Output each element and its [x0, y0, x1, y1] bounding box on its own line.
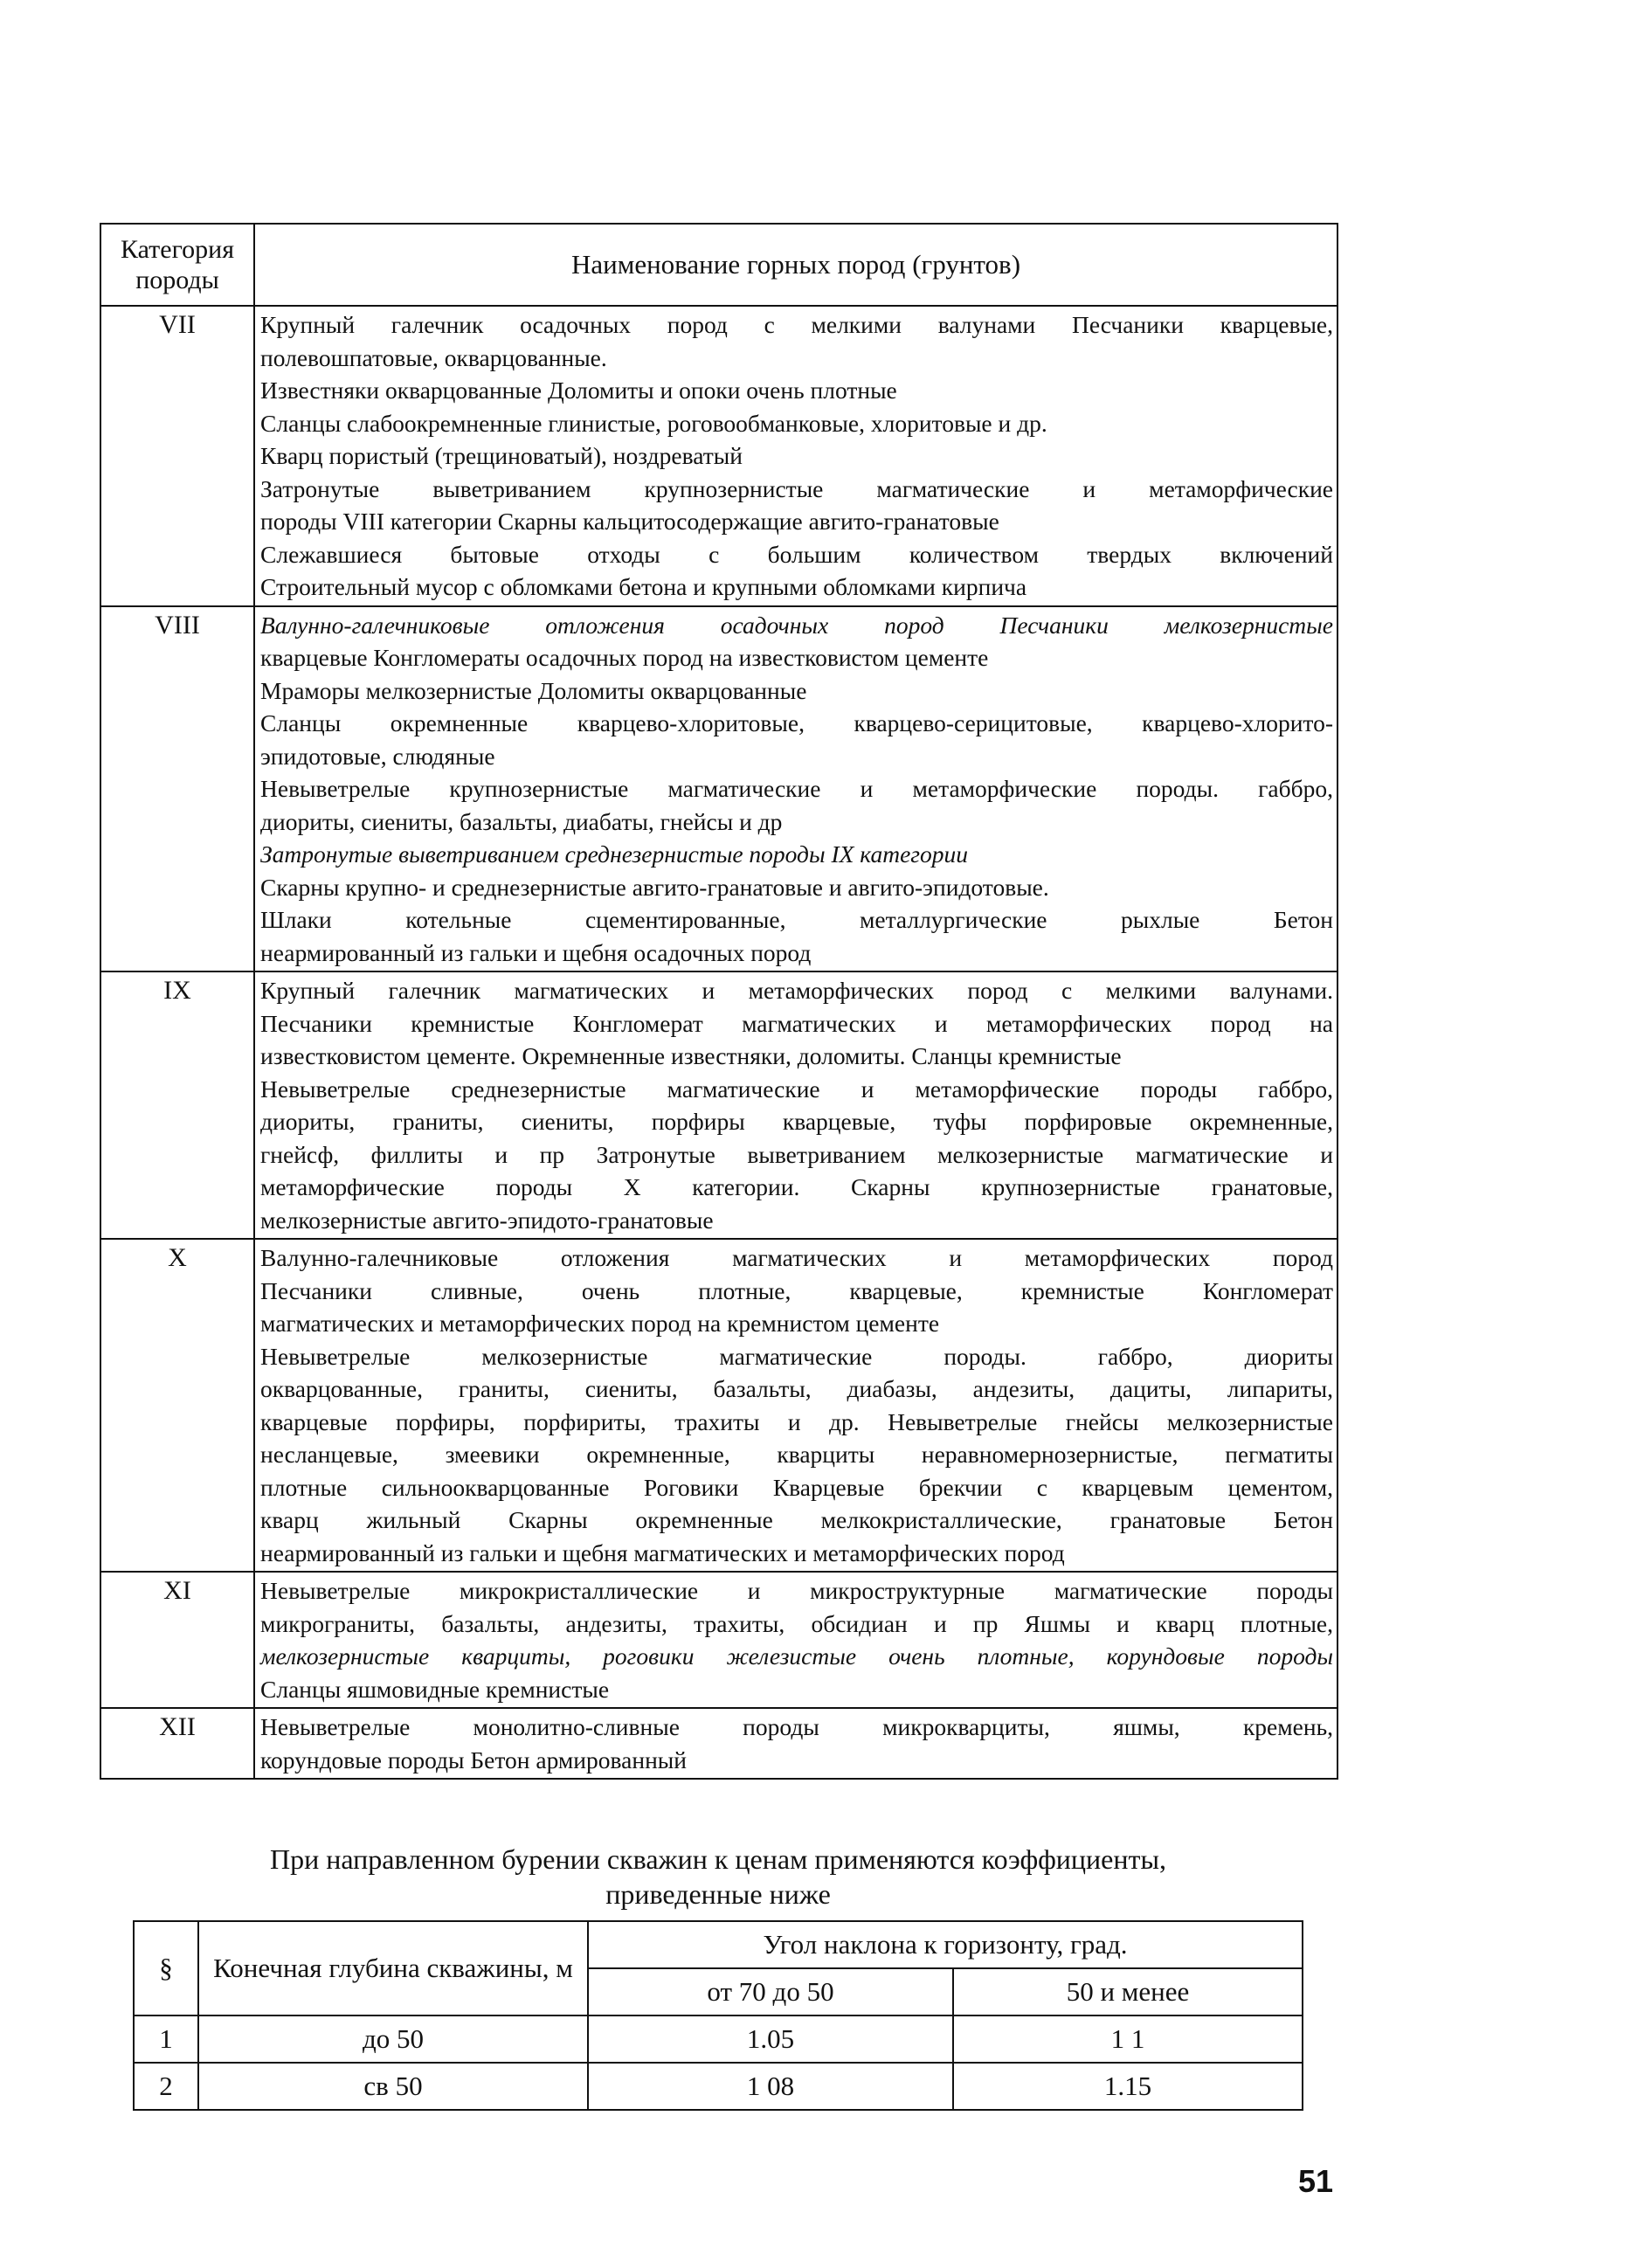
table-row: [100, 971, 1337, 1239]
table-row: [134, 2063, 1303, 2110]
rock-description-line: Песчаники сливные, очень плотные, кварцевые, кремнистые Конгломерат: [260, 1276, 1333, 1304]
rock-description: [254, 1572, 1337, 1708]
coef-header-num: §: [134, 1921, 198, 2015]
rock-description-line: Шлаки котельные сцементированные, металлургические рыхлые Бетон: [260, 906, 1333, 933]
rock-description-line: Песчаники кремнистые Конгломерат магматических и метаморфических пород на: [260, 1009, 1333, 1037]
table-row: [100, 306, 1337, 606]
rock-description: [254, 306, 1337, 606]
rock-description-line: кварцевые порфиры, порфириты, трахиты и др. Невыветрелые гнейсы мелкозернистые: [260, 1407, 1333, 1435]
rock-description-line: магматических и метаморфических пород на кремнистом цементе: [260, 1310, 940, 1337]
rock-description-line: метаморфические породы X категории. Скарны крупнозернистые гранатовые,: [260, 1173, 1333, 1200]
coef-num: 2: [134, 2063, 198, 2110]
rock-description-line: Невыветрелые микрокристаллические и микроструктурные магматические породы: [260, 1577, 1333, 1604]
coef-header-angle-a: от 70 до 50: [588, 1968, 953, 2015]
coef-value-a: 1 08: [588, 2063, 953, 2110]
rock-description-line: Невыветрелые среднезернистые магматические и метаморфические породы габбро,: [260, 1075, 1333, 1103]
rock-description-line: мелкозернистые кварциты, роговики железистые очень плотные, корундовые породы: [260, 1642, 1333, 1670]
rock-description-line: Сланцы окремненные кварцево-хлоритовые, кварцево-серицитовые, кварцево-хлорито-: [260, 709, 1333, 736]
page-number: 51: [1298, 2163, 1334, 2199]
rock-description-line: несланцевые, змеевики окремненные, кварциты неравномернозернистые, пегматиты: [260, 1441, 1333, 1468]
header-rock-name: Наименование горных пород (грунтов): [254, 224, 1337, 306]
coef-header-angle-b: 50 и менее: [953, 1968, 1303, 2015]
rock-category-table: [100, 223, 1338, 1780]
coef-value-b: 1.15: [953, 2063, 1303, 2110]
rock-description-line: Крупный галечник осадочных пород с мелкими валунами Песчаники кварцевые,: [260, 311, 1333, 338]
rock-description-line: окварцованные, граниты, сиениты, базальты, диабазы, андезиты, дациты, липариты,: [260, 1375, 1333, 1402]
rock-description-line: Скарны крупно- и среднезернистые авгито-гранатовые и авгито-эпидотовые.: [260, 873, 1049, 901]
rock-category: XII: [100, 1708, 254, 1779]
rock-category: IX: [100, 971, 254, 1239]
rock-description-line: диориты, граниты, сиениты, порфиры кварцевые, туфы порфировые окремненные,: [260, 1108, 1333, 1135]
rock-description-line: неармированный из гальки и щебня осадочных пород: [260, 938, 812, 966]
rock-description-line: Сланцы слабоокремненные глинистые, роговообманковые, хлоритовые и др.: [260, 409, 1047, 437]
rock-category: VIII: [100, 606, 254, 972]
rock-description: [254, 1708, 1337, 1779]
coef-depth: до 50: [198, 2015, 588, 2063]
rock-description-line: Валунно-галечниковые отложения магматических и метаморфических пород: [260, 1244, 1333, 1271]
coef-value-b: 1 1: [953, 2015, 1303, 2063]
rock-description-line: эпидотовые, слюдяные: [260, 742, 495, 770]
table-row: [100, 1708, 1337, 1779]
rock-description-line: Затронутые выветриванием среднезернистые породы IX категории: [260, 840, 969, 868]
rock-description-line: неармированный из гальки и щебня магматических и метаморфических пород: [260, 1538, 1065, 1566]
coef-value-a: 1.05: [588, 2015, 953, 2063]
rock-description-line: Кварц пористый (трещиноватый), ноздреватый: [260, 442, 743, 469]
rock-description: [254, 971, 1337, 1239]
rock-description-line: Крупный галечник магматических и метаморфических пород с мелкими валунами.: [260, 977, 1333, 1004]
rock-description-line: Известняки окварцованные Доломиты и опоки очень плотные: [260, 377, 897, 404]
table-header-row: [100, 224, 1337, 306]
rock-description-line: Мраморы мелкозернистые Доломиты окварцованные: [260, 676, 807, 704]
rock-description-line: Затронутые выветриванием крупнозернистые магматические и метаморфические: [260, 474, 1333, 502]
rock-category: VII: [100, 306, 254, 606]
rock-description-line: кварц жильный Скарны окремненные мелкокристаллические, гранатовые Бетон: [260, 1506, 1333, 1533]
coefficient-caption: [100, 1842, 1337, 1912]
caption-line: приведенные ниже: [605, 1878, 831, 1910]
header-category: Категория породы: [100, 224, 254, 306]
rock-description-line: корундовые породы Бетон армированный: [260, 1746, 687, 1773]
coef-num: 1: [134, 2015, 198, 2063]
rock-description-line: Сланцы яшмовидные кремнистые: [260, 1675, 610, 1703]
coef-header-depth: Конечная глубина скважины, м: [198, 1921, 588, 2015]
table-row: [100, 606, 1337, 972]
rock-description-line: полевошпатовые, окварцованные.: [260, 343, 607, 371]
rock-description: [254, 1239, 1337, 1572]
rock-description-line: мелкозернистые авгито-эпидото-гранатовые: [260, 1206, 714, 1234]
rock-description-line: породы VIII категории Скарны кальцитосодержащие авгито-гранатовые: [260, 508, 999, 535]
rock-description-line: гнейсф, филлиты и пр Затронутые выветриванием мелкозернистые магматические и: [260, 1140, 1333, 1168]
caption-line: При направленном бурении скважин к ценам применяются коэффициенты,: [270, 1843, 1166, 1875]
rock-description-line: Невыветрелые монолитно-сливные породы микрокварциты, яшмы, кремень,: [260, 1713, 1333, 1740]
coef-header-row: [134, 1921, 1303, 1968]
rock-description-line: Невыветрелые мелкозернистые магматические породы. габбро, диориты: [260, 1342, 1333, 1370]
rock-description-line: кварцевые Конгломераты осадочных пород на известковистом цементе: [260, 644, 989, 671]
rock-description-line: микрограниты, базальты, андезиты, трахиты, обсидиан и пр Яшмы и кварц плотные,: [260, 1609, 1333, 1637]
rock-description-line: Валунно-галечниковые отложения осадочных пород Песчаники мелкозернистые: [260, 611, 1333, 639]
rock-description-line: диориты, сиениты, базальты, диабаты, гнейсы и др: [260, 807, 783, 835]
coef-depth: св 50: [198, 2063, 588, 2110]
rock-description-line: Невыветрелые крупнозернистые магматические и метаморфические породы. габбро,: [260, 775, 1333, 802]
coef-header-angle: Угол наклона к горизонту, град.: [588, 1921, 1303, 1968]
rock-category: XI: [100, 1572, 254, 1708]
rock-description-line: плотные сильноокварцованные Роговики Кварцевые брекчии с кварцевым цементом,: [260, 1473, 1333, 1501]
table-row: [134, 2015, 1303, 2063]
rock-description-line: известковистом цементе. Окремненные известняки, доломиты. Сланцы кремнистые: [260, 1042, 1122, 1069]
rock-description-line: Строительный мусор с обломками бетона и крупными обломками кирпича: [260, 573, 1027, 600]
coefficient-table: [133, 1920, 1303, 2111]
rock-category: X: [100, 1239, 254, 1572]
table-row: [100, 1239, 1337, 1572]
rock-description: [254, 606, 1337, 972]
table-row: [100, 1572, 1337, 1708]
rock-description-line: Слежавшиеся бытовые отходы с большим количеством твердых включений: [260, 540, 1333, 568]
